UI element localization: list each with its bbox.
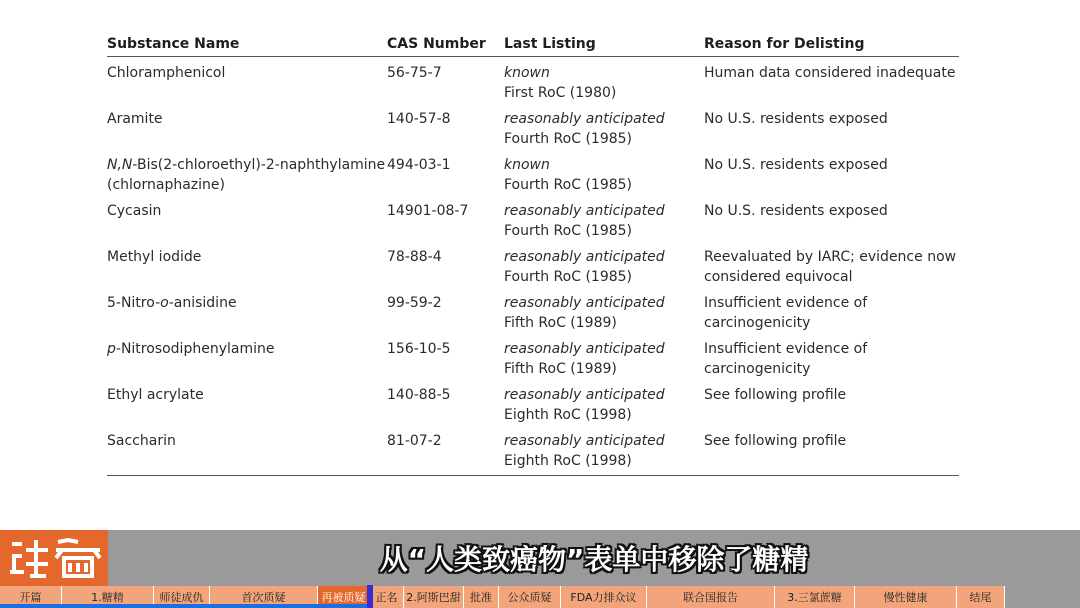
- delisted-substances-table: [107, 32, 959, 476]
- chapter-item[interactable]: 再被质疑: [318, 586, 370, 608]
- last-listing-cell: [504, 241, 704, 287]
- cas-number-cell: 14901-08-7: [387, 203, 469, 219]
- table-row: [107, 379, 959, 425]
- substance-name-cell: Aramite: [107, 111, 163, 127]
- reason-cell: See following profile: [704, 425, 959, 475]
- substance-name-cell: Methyl iodide: [107, 249, 202, 265]
- cas-number-cell: 140-88-5: [387, 387, 451, 403]
- chapter-item[interactable]: 联合国报告: [647, 586, 775, 608]
- cas-number-cell: 494-03-1: [387, 157, 451, 173]
- header-reason: Reason for Delisting: [704, 32, 959, 57]
- substance-name-cell: Cycasin: [107, 203, 162, 219]
- chapter-item[interactable]: 公众质疑: [499, 586, 561, 608]
- reason-cell: Reevaluated by IARC; evidence now considered equivocal: [704, 249, 957, 285]
- listing-category: reasonably anticipated: [504, 433, 665, 449]
- listing-category: reasonably anticipated: [504, 203, 665, 219]
- table-row: [107, 103, 959, 149]
- chapter-item[interactable]: 慢性健康: [855, 586, 957, 608]
- reason-cell: Insufficient evidence of carcinogenicity: [704, 341, 868, 377]
- chapter-item[interactable]: 正名: [370, 586, 404, 608]
- reason-cell: No U.S. residents exposed: [704, 157, 888, 173]
- chapter-item[interactable]: 1.糖精: [62, 586, 154, 608]
- reason-cell: No U.S. residents exposed: [704, 203, 888, 219]
- listing-roc-edition: Eighth RoC (1998): [504, 407, 632, 423]
- listing-roc-edition: Eighth RoC (1998): [504, 453, 632, 469]
- table-row: [107, 195, 959, 241]
- listing-category: reasonably anticipated: [504, 295, 665, 311]
- chapter-item[interactable]: FDA力排众议: [561, 586, 647, 608]
- last-listing-cell: [504, 333, 704, 379]
- substance-name-cell: Saccharin: [107, 425, 387, 475]
- reason-cell: Insufficient evidence of carcinogenicity: [704, 295, 868, 331]
- table-row: [107, 333, 959, 379]
- chapter-item[interactable]: 首次质疑: [210, 586, 318, 608]
- listing-roc-edition: Fourth RoC (1985): [504, 177, 633, 193]
- table-row: [107, 241, 959, 287]
- reason-cell: No U.S. residents exposed: [704, 111, 888, 127]
- chapter-item[interactable]: 2.阿斯巴甜: [404, 586, 464, 608]
- listing-category: reasonably anticipated: [504, 249, 665, 265]
- listing-category: known: [504, 157, 550, 173]
- substance-name-cell: N,N-Bis(2-chloroethyl)-2-naphthylamine (chlornaphazine): [107, 157, 386, 193]
- listing-roc-edition: First RoC (1980): [504, 85, 617, 101]
- chapter-item[interactable]: 3.三氯蔗糖: [775, 586, 855, 608]
- header-last-listing: Last Listing: [504, 32, 704, 57]
- substance-name-cell: 5-Nitro-o-anisidine: [107, 295, 237, 311]
- listing-category: reasonably anticipated: [504, 111, 665, 127]
- table-row: [107, 425, 959, 475]
- table-header-row: [107, 32, 959, 57]
- listing-roc-edition: Fourth RoC (1985): [504, 269, 633, 285]
- cas-number-cell: 56-75-7: [387, 65, 442, 81]
- cas-number-cell: 140-57-8: [387, 111, 451, 127]
- listing-roc-edition: Fifth RoC (1989): [504, 361, 617, 377]
- playback-progress[interactable]: [0, 604, 370, 608]
- listing-category: reasonably anticipated: [504, 387, 665, 403]
- silicon-valley-101-logo-icon: [6, 536, 102, 580]
- listing-category: known: [504, 65, 550, 81]
- listing-category: reasonably anticipated: [504, 341, 665, 357]
- table-row: [107, 57, 959, 104]
- cas-number-cell: 78-88-4: [387, 249, 442, 265]
- table-row: [107, 149, 959, 195]
- substance-name-cell: Ethyl acrylate: [107, 387, 204, 403]
- last-listing-cell: [504, 149, 704, 195]
- substance-name-cell: Chloramphenicol: [107, 65, 226, 81]
- table-row: [107, 287, 959, 333]
- reason-cell: Human data considered inadequate: [704, 65, 956, 81]
- substance-name-cell: p-Nitrosodiphenylamine: [107, 341, 275, 357]
- chapter-item[interactable]: 结尾: [957, 586, 1005, 608]
- last-listing-cell: [504, 103, 704, 149]
- last-listing-cell: [504, 425, 704, 475]
- listing-roc-edition: Fourth RoC (1985): [504, 223, 633, 239]
- chapter-item[interactable]: 开篇: [0, 586, 62, 608]
- chapter-item[interactable]: 师徒成仇: [154, 586, 210, 608]
- cas-number-cell: 81-07-2: [387, 425, 504, 475]
- channel-logo: [0, 530, 108, 586]
- last-listing-cell: [504, 195, 704, 241]
- header-substance-name: Substance Name: [107, 32, 387, 57]
- cas-number-cell: 156-10-5: [387, 341, 451, 357]
- listing-roc-edition: Fifth RoC (1989): [504, 315, 617, 331]
- last-listing-cell: [504, 287, 704, 333]
- video-subtitle: 从“人类致癌物”表单中移除了糖精: [379, 543, 809, 576]
- last-listing-cell: [504, 379, 704, 425]
- cas-number-cell: 99-59-2: [387, 295, 442, 311]
- listing-roc-edition: Fourth RoC (1985): [504, 131, 633, 147]
- reason-cell: See following profile: [704, 387, 847, 403]
- progress-knob[interactable]: [367, 585, 373, 608]
- chapter-item[interactable]: 批准: [464, 586, 499, 608]
- header-cas-number: CAS Number: [387, 32, 504, 57]
- last-listing-cell: [504, 57, 704, 104]
